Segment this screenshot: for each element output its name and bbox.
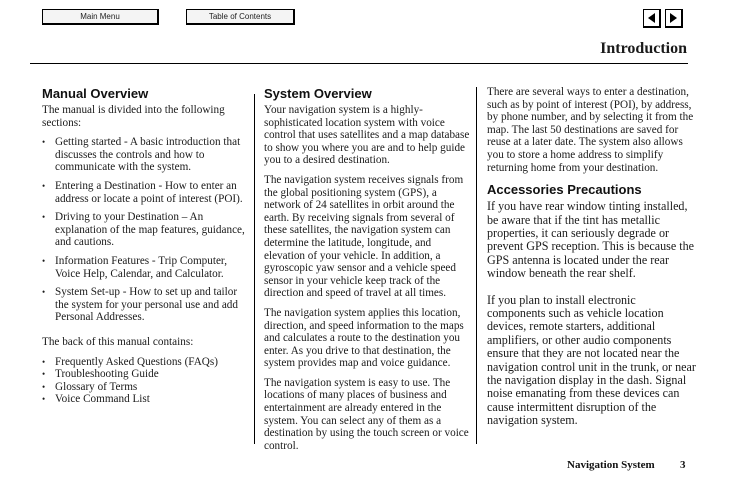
- paragraph: The navigation system is easy to use. The locations of many places of business and entertainment are already entered in the system. You can select any of them as a destination by using the touch screen or voice control.: [264, 376, 469, 452]
- list-item: • Getting started - A basic introduction that discusses the controls and how to communicate with the system.: [42, 136, 247, 174]
- triangle-right-icon: [669, 13, 678, 23]
- page-footer: [567, 459, 686, 471]
- paragraph: If you have rear window tinting installed, be aware that if the tint has metallic properties, it can seriously degrade or prevent GPS reception. This is because the GPS antenna is located under the rear window beneath the rear shelf.: [487, 199, 694, 281]
- page-number: 3: [680, 459, 686, 471]
- next-page-button[interactable]: [665, 9, 683, 28]
- paragraph: There are several ways to enter a destination, such as by point of interest (POI), by address, by phone number, and by selecting it from the map. The last 50 destinations are saved for reuse at a later date. The system also allows you to store a home address to simplify returning home from your destination.: [487, 86, 694, 174]
- list-item: • Frequently Asked Questions (FAQs): [42, 356, 247, 369]
- main-menu-button[interactable]: Main Menu: [42, 9, 159, 25]
- back-matter-intro: The back of this manual contains:: [42, 335, 194, 348]
- system-overview-column: [264, 86, 472, 459]
- accessories-precautions-heading: Accessories Precautions: [487, 182, 642, 198]
- manual-overview-column: [42, 86, 247, 413]
- column-divider: [254, 94, 255, 444]
- list-item: • Glossary of Terms: [42, 381, 247, 394]
- paragraph: If you plan to install electronic components such as vehicle location devices, remote starters, additional amplifiers, or other audio components ensure that they are not located near the navigation control unit in the trunk, or near the navigation display in the dash. Signal noise emanating from these devices can cause intermittent disruption of the navigation system.: [487, 292, 696, 428]
- system-overview-heading: System Overview: [264, 86, 372, 101]
- sections-list: [42, 136, 247, 324]
- list-item: • Driving to your Destination – An explanation of the map features, guidance, and cautions.: [42, 211, 247, 249]
- manual-overview-intro: The manual is divided into the following sections:: [42, 104, 225, 129]
- table-of-contents-button[interactable]: Table of Contents: [186, 9, 295, 25]
- book-title: Navigation System: [567, 459, 655, 471]
- list-item: • Troubleshooting Guide: [42, 368, 247, 381]
- back-matter-list: [42, 356, 247, 406]
- paragraph: The navigation system receives signals from the global positioning system (GPS), a network of 24 satellites in orbit around the earth. By receiving signals from several of these satellites, the navigation system can determine the latitude, longitude, and elevation of your vehicle. In addition, a gyroscopic yaw sensor and a vehicle speed sensor in your vehicle keep track of the direction and speed of travel at all times.: [264, 173, 464, 300]
- list-item: • System Set-up - How to set up and tailor the system for your personal use and add Personal Addresses.: [42, 286, 247, 324]
- column-divider: [476, 87, 477, 444]
- list-item: • Voice Command List: [42, 393, 247, 406]
- previous-page-button[interactable]: [643, 9, 661, 28]
- paragraph: The navigation system applies this location, direction, and speed information to the maps and calculates a route to the destination you enter. As you drive to that destination, the system provides map and voice guidance.: [264, 306, 464, 370]
- manual-overview-heading: Manual Overview: [42, 86, 149, 101]
- list-item: • Entering a Destination - How to enter an address or locate a point of interest (POI).: [42, 180, 247, 205]
- list-item: • Information Features - Trip Computer, Voice Help, Calendar, and Calculator.: [42, 255, 247, 280]
- paragraph: Your navigation system is a highly-sophisticated location system with voice control that uses satellites and a map database to show you where you are and to help guide you to a desired destination.: [264, 104, 470, 167]
- triangle-left-icon: [647, 13, 656, 23]
- section-title: Introduction: [600, 40, 687, 57]
- destination-column: [487, 86, 697, 435]
- header-divider: [30, 63, 688, 64]
